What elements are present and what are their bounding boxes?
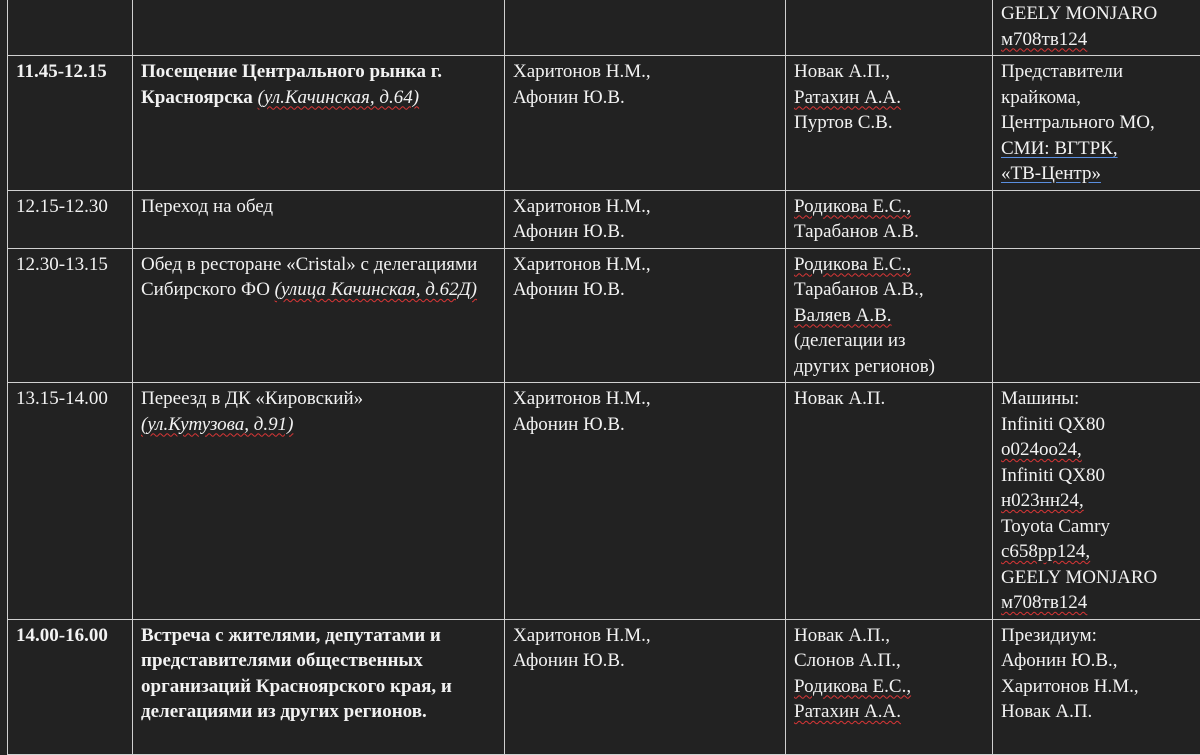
event-cell — [133, 248, 505, 383]
note-line: Toyota Camry — [1001, 514, 1194, 540]
responsible-name: других регионов) — [794, 354, 986, 380]
leader-name: Афонин Ю.В. — [513, 85, 779, 111]
event-cell — [133, 619, 505, 754]
leader-name: Харитонов Н.М., — [513, 194, 779, 220]
leader-name: Харитонов Н.М., — [513, 252, 779, 278]
responsible-name: Ратахин А.А. — [794, 699, 986, 725]
schedule-table — [7, 0, 1200, 755]
note-line: м708тв124 — [1001, 590, 1194, 616]
leader-name: Афонин Ю.В. — [513, 412, 779, 438]
leaders-cell — [505, 383, 786, 620]
event-location: (ул.Качинская, д.64) — [258, 87, 420, 108]
time-cell — [8, 0, 133, 56]
note-line: Infiniti QX80 — [1001, 412, 1194, 438]
responsible-cell — [786, 0, 993, 56]
event-cell — [133, 0, 505, 56]
note-line: Машины: — [1001, 386, 1194, 412]
responsible-name: Родикова Е.С., — [794, 194, 986, 220]
note-line: GEELY MONJARO — [1001, 565, 1194, 591]
event-text: Встреча с жителями, депутатами и представителями общественных организаций Красноярского края, и делегациями из других регионов. — [141, 625, 452, 723]
note-line: Президиум: — [1001, 623, 1194, 649]
event-location: (ул.Кутузова, д.91) — [141, 412, 498, 438]
table-row — [8, 190, 1200, 248]
responsible-name: Новак А.П., — [794, 623, 986, 649]
notes-cell — [993, 619, 1200, 754]
leaders-cell — [505, 619, 786, 754]
event-text: Обед в ресторане «Cristal» с делегациями Сибирского ФО — [141, 254, 477, 301]
responsible-cell — [786, 619, 993, 754]
event-cell — [133, 190, 505, 248]
note-line: Центрального МО, — [1001, 110, 1194, 136]
note-line: крайкома, — [1001, 85, 1194, 111]
note-line: н023нн24, — [1001, 488, 1194, 514]
table-row — [8, 56, 1200, 191]
leader-name: Афонин Ю.В. — [513, 277, 779, 303]
responsible-cell — [786, 248, 993, 383]
event-cell — [133, 56, 505, 191]
responsible-name: Валяев А.В. — [794, 303, 986, 329]
leaders-cell — [505, 190, 786, 248]
responsible-cell — [786, 190, 993, 248]
time-cell: 13.15-14.00 — [8, 383, 133, 620]
note-line: Представители — [1001, 59, 1194, 85]
leaders-cell — [505, 0, 786, 56]
responsible-name: Тарабанов А.В. — [794, 219, 986, 245]
responsible-name: Новак А.П., — [794, 59, 986, 85]
notes-cell — [993, 248, 1200, 383]
table-row — [8, 383, 1200, 620]
time-cell: 14.00-16.00 — [8, 619, 133, 754]
time-cell: 12.15-12.30 — [8, 190, 133, 248]
event-cell — [133, 383, 505, 620]
event-text: Посещение Центрального рынка г. Красноярска — [141, 61, 442, 108]
responsible-cell — [786, 383, 993, 620]
leader-name: Афонин Ю.В. — [513, 648, 779, 674]
notes-cell — [993, 383, 1200, 620]
table-row — [8, 619, 1200, 754]
table-row — [8, 248, 1200, 383]
leader-name: Харитонов Н.М., — [513, 386, 779, 412]
leader-name: Афонин Ю.В. — [513, 219, 779, 245]
leader-name: Харитонов Н.М., — [513, 59, 779, 85]
responsible-cell — [786, 56, 993, 191]
note-line: Infiniti QX80 — [1001, 463, 1194, 489]
note-line: о024оо24, — [1001, 437, 1194, 463]
note-line: «ТВ-Центр» — [1001, 161, 1194, 187]
responsible-name: Родикова Е.С., — [794, 674, 986, 700]
note-line: м708тв124 — [1001, 27, 1194, 53]
event-text: Переезд в ДК «Кировский» — [141, 388, 363, 409]
leaders-cell — [505, 248, 786, 383]
notes-cell — [993, 0, 1200, 56]
note-line: Афонин Ю.В., — [1001, 648, 1194, 674]
note-line: СМИ: ВГТРК, — [1001, 136, 1194, 162]
notes-cell — [993, 56, 1200, 191]
note-line: GEELY MONJARO — [1001, 1, 1194, 27]
responsible-name: Ратахин А.А. — [794, 85, 986, 111]
responsible-name: Пуртов С.В. — [794, 110, 986, 136]
time-cell: 12.30-13.15 — [8, 248, 133, 383]
note-line: с658рр124, — [1001, 539, 1194, 565]
table-row — [8, 0, 1200, 56]
event-location: (улица Качинская, д.62Д) — [275, 279, 477, 300]
responsible-name: Тарабанов А.В., — [794, 277, 986, 303]
responsible-name: Слонов А.П., — [794, 648, 986, 674]
note-line: Новак А.П. — [1001, 699, 1194, 725]
leader-name: Харитонов Н.М., — [513, 623, 779, 649]
responsible-name: Новак А.П. — [794, 386, 986, 412]
notes-cell — [993, 190, 1200, 248]
time-cell: 11.45-12.15 — [8, 56, 133, 191]
responsible-name: Родикова Е.С., — [794, 252, 986, 278]
leaders-cell — [505, 56, 786, 191]
responsible-name: (делегации из — [794, 328, 986, 354]
note-line: Харитонов Н.М., — [1001, 674, 1194, 700]
event-text: Переход на обед — [141, 196, 273, 217]
